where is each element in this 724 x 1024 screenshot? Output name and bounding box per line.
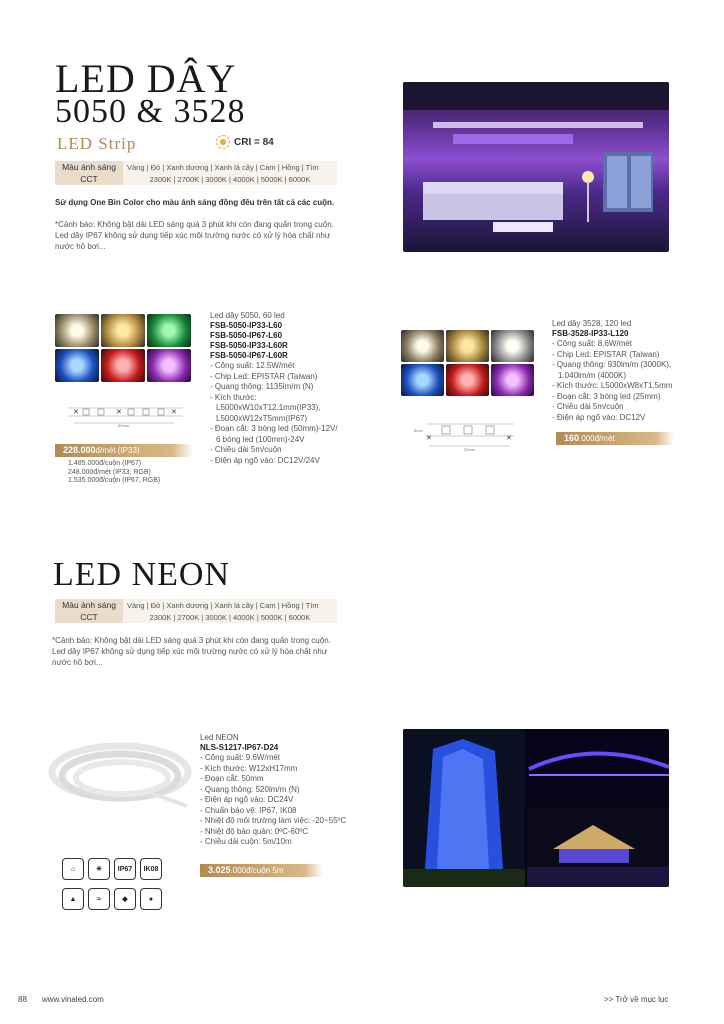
photo-green (147, 314, 191, 347)
spec-line: - Chip Led: EPISTAR (Taiwan) (552, 349, 660, 359)
photo-warm-white (401, 330, 444, 362)
spec-line: - Công suất: 12.5W/mét (210, 361, 295, 370)
code-5050-4: FSB-5050-IP67-L60R (210, 351, 288, 360)
cct-values: 2300K | 2700K | 3000K | 4000K | 5000K | 6000K (123, 611, 337, 623)
price-5050-main: 228.000 (63, 445, 96, 455)
svg-text:✕: ✕ (73, 409, 79, 416)
cct-values: 2300K | 2700K | 3000K | 4000K | 5000K | 6000K (123, 173, 337, 185)
strip-5050-photos (55, 314, 191, 382)
photo-purple (147, 349, 191, 382)
svg-text:✕: ✕ (171, 409, 177, 416)
spec-line: 6 bóng led (100mm)-24V (216, 434, 305, 444)
neon-warning: *Cảnh báo: Không bật dải LED sáng quá 3 phút khi còn đang quấn trong cuộn. Led dây IP67 không sử dụng tiếp xúc môi trường nước có xử lý hóa chất như nước hồ bơi... (52, 636, 331, 667)
strip-spec-table (55, 161, 337, 185)
svg-text:✕: ✕ (426, 435, 432, 442)
price-5050-suffix: đ/mét (IP33) (95, 446, 140, 455)
product-5050-name: Led dây 5050, 60 led (210, 311, 285, 320)
price-3528-main: 160 (564, 433, 580, 443)
price-other: 1.535.000đ/cuộn (IP67, RGB) (68, 477, 161, 484)
indoor-icon: ⌂ (62, 858, 84, 880)
neon-code: NLS-S1217-IP67-D24 (200, 743, 279, 752)
sun-icon (216, 135, 230, 149)
outdoor-icon: ☀ (88, 858, 110, 880)
price-5050-others (68, 460, 160, 486)
neon-product-name: Led NEON (200, 733, 239, 742)
neon-title: LED NEON (53, 556, 231, 593)
spec-line: - Nhiệt độ bảo quản: 0ºC-60ºC (200, 826, 309, 836)
strip-3528-diagram (414, 414, 524, 454)
svg-text:✕: ✕ (506, 435, 512, 442)
spec-line: - Quang thông: 930lm/m (3000K), (552, 360, 672, 369)
photo-blue (401, 364, 444, 396)
spec-line: - Quang thông: 1135lm/m (N) (210, 382, 314, 391)
strip-3528-photos (401, 330, 534, 396)
photo-red (446, 364, 489, 396)
spec-line: - Đoạn cắt: 3 bóng led (25mm) (552, 391, 661, 401)
neon-coil-photo (42, 728, 192, 828)
price-other: 1.485.000đ/cuộn (IP67) (68, 460, 142, 467)
living-room-photo (403, 82, 669, 252)
spec-line: - Chiều dài cuộn: 5m/10m (200, 837, 292, 846)
spec-line: - Điện áp ngõ vào: DC12V (552, 412, 646, 422)
spec-line: - Kích thước: L5000xW8xT1.5mm (552, 381, 673, 390)
photo-warm-white (55, 314, 99, 347)
cct-label: CCT (55, 611, 123, 623)
photo-red (101, 349, 145, 382)
product-5050-info (210, 311, 380, 466)
color-label: Màu ánh sáng (55, 599, 123, 611)
strip-subtitle: LED Strip (57, 134, 137, 153)
photo-purple (491, 364, 534, 396)
photo-yellow (101, 314, 145, 347)
back-to-toc-link[interactable]: >> Trở về mục lục (604, 995, 669, 1004)
dim-5050: 50mm (118, 423, 130, 428)
price-3528 (556, 432, 674, 445)
neon-price-suffix: .000đ/cuộn 5m (230, 866, 284, 875)
code-5050-3: FSB-5050-IP33-L60R (210, 341, 288, 350)
photo-blue (55, 349, 99, 382)
code-3528: FSB-3528-IP33-L120 (552, 329, 629, 338)
strip-title-line1: LED DÂY (55, 56, 237, 101)
living-room-illustration (403, 82, 669, 252)
spec-line: - Quang thông: 520lm/m (N) (200, 784, 300, 794)
spec-line: - Công suất: 9.6W/mét (200, 753, 281, 762)
strip-warning: *Cảnh báo: Không bật dải LED sáng quá 3 phút khi còn đang quấn trong cuộn. Led dây IP67 không sử dụng tiếp xúc môi trường nước có xử lý hóa chất như nước hồ bơi... (55, 220, 334, 251)
code-5050-2: FSB-5050-IP67-L60 (210, 331, 283, 340)
spec-line: - Đoạn cắt: 3 bóng led (50mm)-12V/ (210, 424, 338, 433)
photo-white (491, 330, 534, 362)
cri-badge (216, 135, 274, 149)
dim-3528-l: 25mm (464, 447, 476, 452)
page-number: 88 (18, 995, 27, 1004)
neon-icon-row-2 (62, 888, 162, 910)
strip-title-line2: 5050 & 3528 (55, 93, 246, 130)
spec-3528-list (552, 339, 702, 423)
cri-value: CRI = 84 (234, 136, 274, 148)
photo-yellow (446, 330, 489, 362)
price-other: 248.000đ/mét (IP33, RGB) (68, 468, 151, 476)
cct-label: CCT (55, 173, 123, 185)
salt-water-resistant-icon: ≈ (88, 888, 110, 910)
neon-buildings-photo (403, 729, 669, 887)
price-3528-suffix: .000đ/mét (579, 434, 615, 443)
neon-price-main: 3.025 (208, 865, 231, 875)
neon-info (200, 733, 390, 848)
neon-buildings-illustration (403, 729, 669, 887)
spec-line: L5000xW12xT5mm(IP67) (216, 413, 308, 423)
spec-5050-list (210, 361, 380, 466)
product-3528-info (552, 319, 702, 423)
spec-line: - Chuẩn bảo vệ: IP67, IK08 (200, 805, 297, 815)
svg-text:✕: ✕ (116, 409, 122, 416)
spec-line: - Điện áp ngõ vào: DC24V (200, 795, 294, 804)
price-5050 (55, 444, 193, 457)
spec-line: - Kích thước: (210, 392, 257, 402)
uv-resistant-icon: ● (140, 888, 162, 910)
color-values: Vàng | Đỏ | Xanh dương | Xanh lá cây | Cam | Hồng | Tím (123, 161, 337, 173)
spec-line: - Chiều dài 5m/cuộn (552, 402, 624, 411)
spec-line: - Chip Led: EPISTAR (Taiwan) (210, 371, 318, 381)
ik08-icon: IK08 (140, 858, 162, 880)
neon-price (200, 864, 323, 877)
spec-line: - Kích thước: W12xH17mm (200, 763, 298, 773)
spec-line: - Chiều dài 5m/cuộn (210, 445, 282, 454)
spec-line: 1.040lm/m (4000K) (558, 370, 627, 380)
spec-line: L5000xW10xT12.1mm(IP33), (216, 403, 321, 412)
one-bin-note: Sử dụng One Bin Color cho màu ánh sáng đồng đều trên tất cả các cuộn. (55, 198, 335, 207)
spec-line: - Công suất: 8.6W/mét (552, 339, 633, 348)
spec-line: - Điện áp ngõ vào: DC12V/24V (210, 455, 320, 465)
website-link[interactable]: www.vinaled.com (42, 995, 104, 1004)
ip67-icon: IP67 (114, 858, 136, 880)
neon-icon-row-1 (62, 858, 162, 880)
code-5050-1: FSB-5050-IP33-L60 (210, 321, 283, 330)
color-label: Màu ánh sáng (55, 161, 123, 173)
neon-spec-list (200, 753, 390, 848)
neon-spec-table (55, 599, 337, 623)
dim-3528-w: 8mm (414, 428, 423, 433)
spec-line: - Đoạn cắt: 50mm (200, 774, 264, 783)
spec-line: - Nhiệt độ môi trường làm việc: -20~55ºC (200, 816, 347, 825)
color-values: Vàng | Đỏ | Xanh dương | Xanh lá cây | Cam | Hồng | Tím (123, 599, 337, 611)
flame-resistant-icon: ▲ (62, 888, 84, 910)
solvent-resistant-icon: ◆ (114, 888, 136, 910)
strip-5050-diagram (58, 398, 188, 428)
product-3528-name: Led dây 3528, 120 led (552, 319, 632, 328)
